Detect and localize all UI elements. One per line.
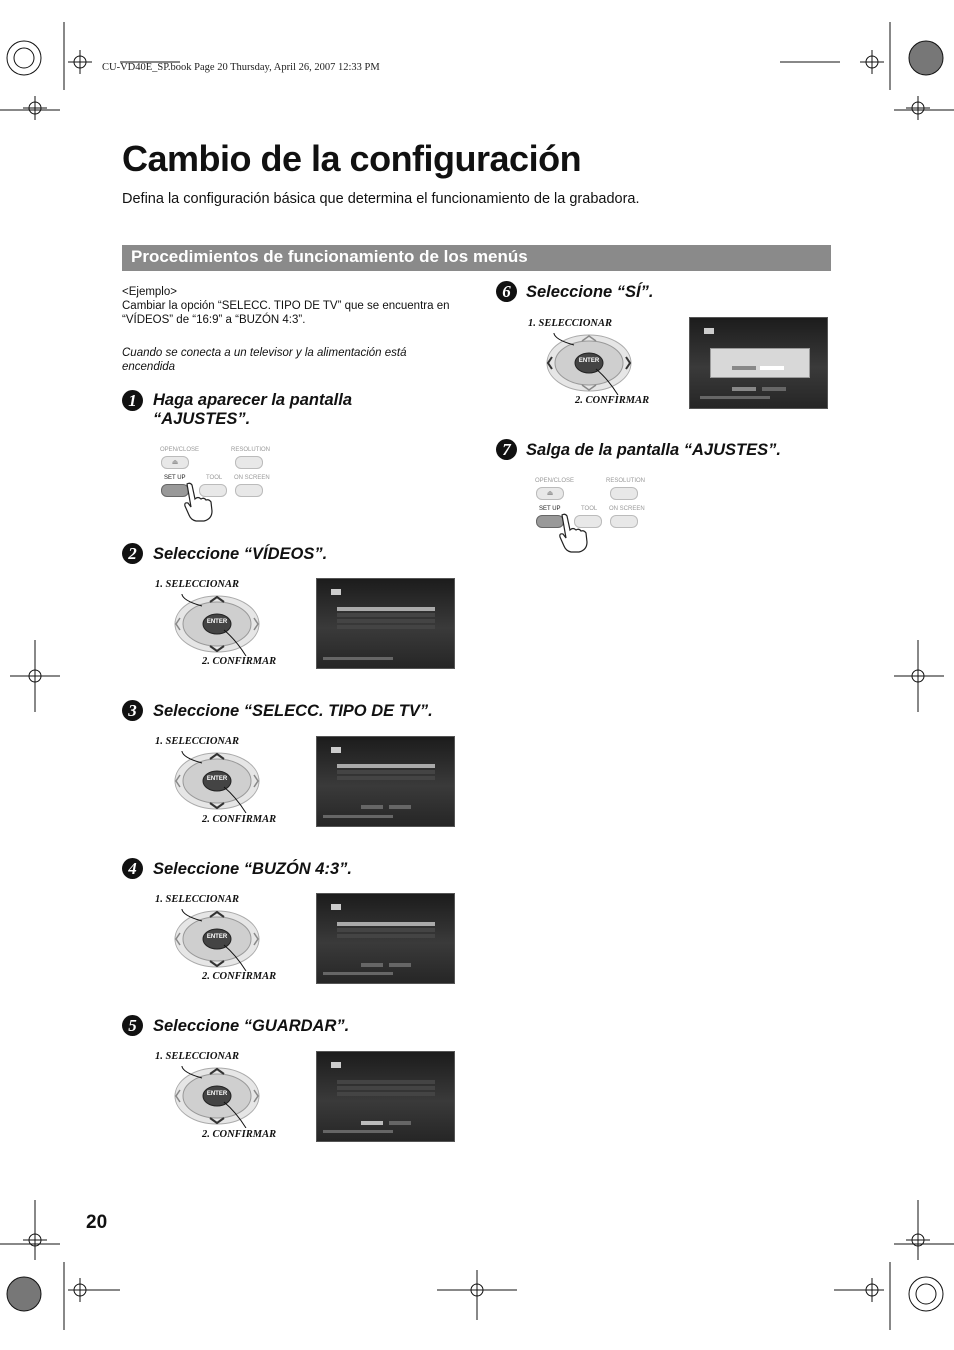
step-3-title: Seleccione “SELECC. TIPO DE TV”. — [153, 702, 433, 720]
step-6-title: Seleccione “SÍ”. — [526, 283, 654, 301]
set-up-label: SET UP — [539, 506, 561, 512]
page-number: 20 — [86, 1212, 108, 1233]
step-1-title: Haga aparecer la pantalla “AJUSTES”. — [153, 391, 353, 428]
example-text: Cambiar la opción “SELECC. TIPO DE TV” que se encuentra en “VÍDEOS” de “16:9” a “BUZÓN 4:3”. — [122, 300, 450, 326]
step-5-title: Seleccione “GUARDAR”. — [153, 1017, 350, 1035]
remote-dpad[interactable] — [544, 333, 634, 395]
on-screen-button[interactable] — [235, 484, 263, 497]
confirm-label: 2. CONFIRMAR — [202, 971, 277, 982]
on-screen-label: ON SCREEN — [234, 475, 270, 481]
confirm-label: 2. CONFIRMAR — [202, 814, 277, 825]
note-text: Cuando se conecta a un televisor y la alimentación está encendida — [122, 347, 407, 373]
example-block — [122, 285, 452, 327]
enter-button-label: ENTER — [578, 358, 600, 364]
select-label: 1. SELECCIONAR — [155, 736, 240, 747]
tv-screen-confirm-dialog — [689, 317, 828, 409]
step-7-title: Salga de la pantalla “AJUSTES”. — [526, 441, 781, 459]
step-2-title: Seleccione “VÍDEOS”. — [153, 545, 328, 563]
select-label: 1. SELECCIONAR — [155, 579, 240, 590]
enter-button-label: ENTER — [206, 934, 228, 940]
tv-screen-save — [316, 1051, 455, 1142]
enter-button-label: ENTER — [206, 619, 228, 625]
confirm-label: 2. CONFIRMAR — [575, 395, 650, 406]
tool-label: TOOL — [581, 506, 598, 512]
pointing-hand-icon — [177, 482, 217, 522]
intro-text: Defina la configuración básica que determina el funcionamiento de la grabadora. — [122, 191, 640, 207]
tv-screen-videos — [316, 893, 455, 984]
remote-buttons-1 — [155, 444, 275, 522]
remote-dpad[interactable] — [172, 909, 262, 971]
remote-dpad[interactable] — [172, 1066, 262, 1128]
confirm-label: 2. CONFIRMAR — [202, 1129, 277, 1140]
tv-screen-videos — [316, 736, 455, 827]
select-label: 1. SELECCIONAR — [528, 318, 613, 329]
select-label: 1. SELECCIONAR — [155, 894, 240, 905]
step-7-number: 7 — [496, 439, 517, 460]
step-1-number: 1 — [122, 390, 143, 411]
select-label: 1. SELECCIONAR — [155, 1051, 240, 1062]
section-header — [122, 245, 831, 271]
on-screen-label: ON SCREEN — [609, 506, 645, 512]
step-2-number: 2 — [122, 543, 143, 564]
step-3-number: 3 — [122, 700, 143, 721]
resolution-button[interactable] — [235, 456, 263, 469]
page-title: Cambio de la configuración — [122, 138, 582, 179]
confirm-label: 2. CONFIRMAR — [202, 656, 277, 667]
tv-screen-menu — [316, 578, 455, 669]
step-4-title: Seleccione “BUZÓN 4:3”. — [153, 860, 352, 878]
open-close-button[interactable]: ⏏ — [161, 456, 189, 469]
tool-label: TOOL — [206, 475, 223, 481]
enter-button-label: ENTER — [206, 1091, 228, 1097]
enter-button-label: ENTER — [206, 776, 228, 782]
resolution-label: RESOLUTION — [606, 478, 646, 484]
example-label: <Ejemplo> — [122, 286, 177, 298]
open-close-label: OPEN/CLOSE — [160, 447, 200, 453]
remote-buttons-7 — [530, 475, 650, 553]
remote-dpad[interactable] — [172, 751, 262, 813]
resolution-label: RESOLUTION — [231, 447, 271, 453]
section-title: Procedimientos de funcionamiento de los menús — [131, 247, 528, 266]
pointing-hand-icon — [552, 513, 592, 553]
on-screen-button[interactable] — [610, 515, 638, 528]
open-close-label: OPEN/CLOSE — [535, 478, 575, 484]
print-header: CU-VD40E_SP.book Page 20 Thursday, April 26, 2007 12:33 PM — [102, 62, 380, 73]
step-4-number: 4 — [122, 858, 143, 879]
step-6-number: 6 — [496, 281, 517, 302]
open-close-button[interactable]: ⏏ — [536, 487, 564, 500]
resolution-button[interactable] — [610, 487, 638, 500]
remote-dpad[interactable] — [172, 594, 262, 656]
set-up-label: SET UP — [164, 475, 186, 481]
step-5-number: 5 — [122, 1015, 143, 1036]
